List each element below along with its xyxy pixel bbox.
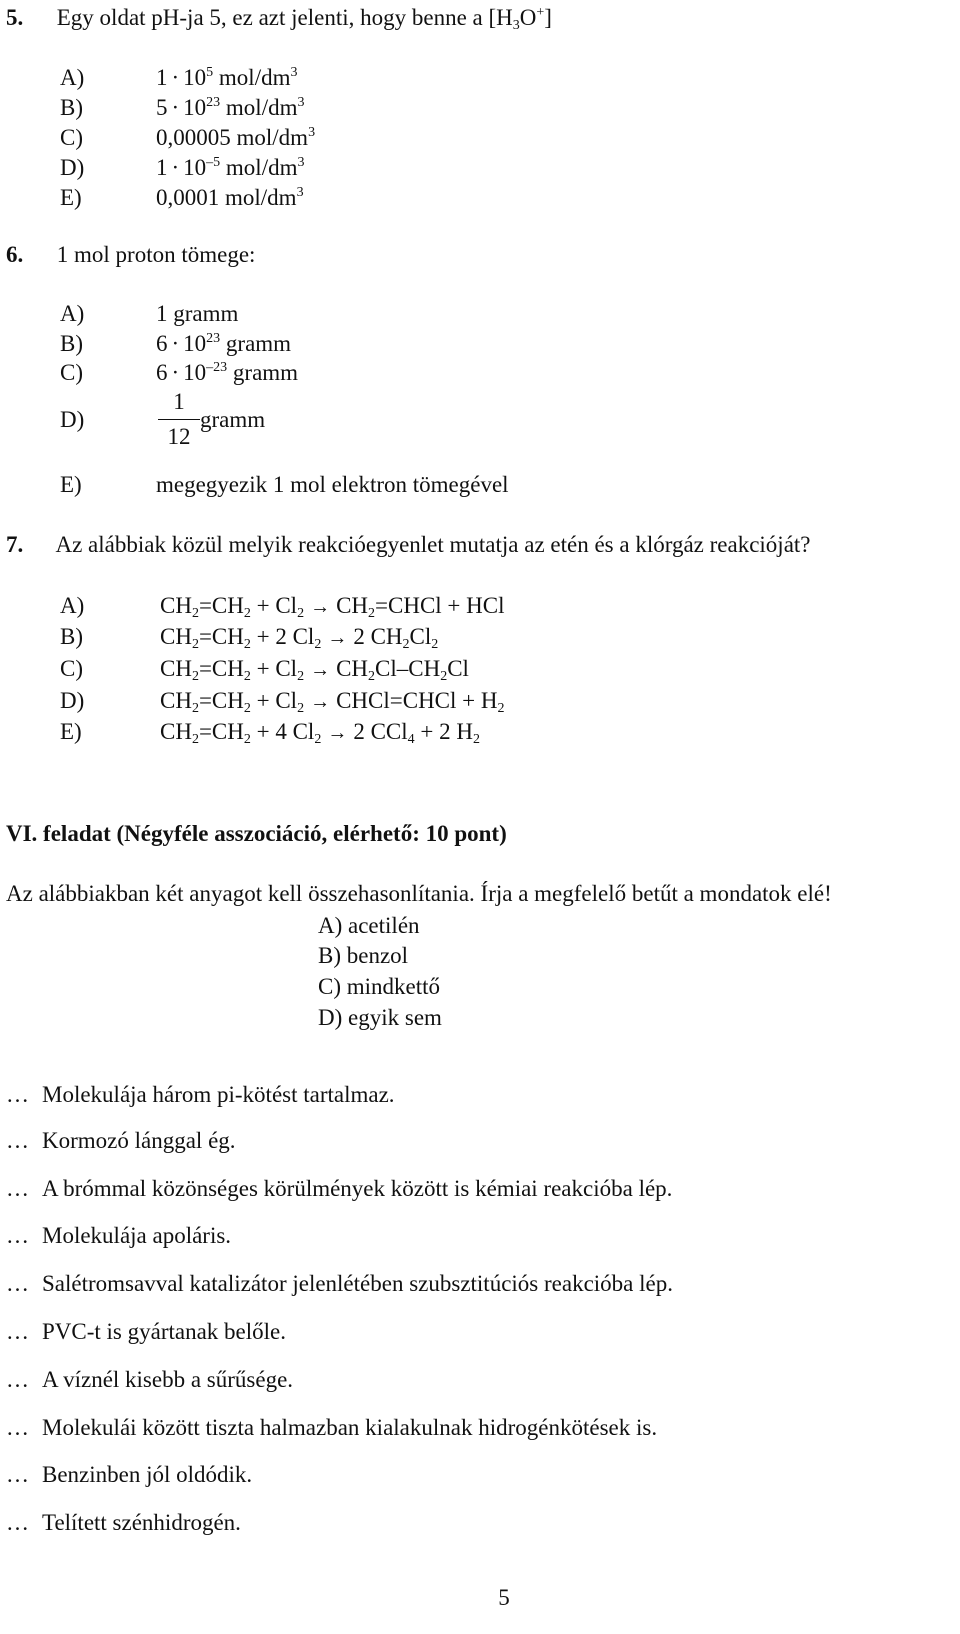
q5-prompt — [6, 4, 552, 32]
statement-8: Molekulái között tiszta halmazban kialakulnak hidrogénkötések is. — [42, 1415, 658, 1440]
q6-option-d-label: D) — [60, 407, 85, 432]
q6-option-d-unit: gramm — [200, 407, 266, 432]
choice-b: B) benzol — [318, 943, 409, 968]
q5-option-d: $1 \cdot 10^{-5}$ mol/$dm^3$ — [156, 155, 305, 180]
q7-option-a-label: A) — [60, 593, 85, 618]
answer-blank[interactable]: … — [6, 1462, 29, 1487]
q6-option-d-fraction — [158, 389, 200, 450]
statement-5: Salétromsavval katalizátor jelenlétében szubsztitúciós reakcióba lép. — [42, 1271, 673, 1296]
q5-sub: 3 — [512, 18, 520, 33]
q5-option-c: 0,00005 mol/$dm^3$ — [156, 125, 316, 150]
q5-option-b-label: B) — [60, 95, 83, 120]
answer-blank[interactable]: … — [6, 1082, 29, 1107]
statement-1: Molekulája három pi-kötést tartalmaz. — [42, 1082, 395, 1107]
answer-blank[interactable]: … — [6, 1271, 29, 1296]
q6-option-e: megegyezik 1 mol elektron tömegével — [156, 472, 509, 497]
task6-instruction: Az alábbiakban két anyagot kell összehasonlítania. Írja a megfelelő betűt a mondatok elé! — [6, 881, 832, 906]
answer-blank[interactable]: … — [6, 1176, 29, 1201]
choice-d: D) egyik sem — [318, 1005, 442, 1030]
q7-option-a: $CH_2=CH_2 + Cl_2$ → $CH_2=CHCl$ + HCl — [160, 593, 505, 621]
statement-7: A víznél kisebb a sűrűsége. — [42, 1367, 294, 1392]
q7-option-d: $CH_2=CH_2 + Cl_2$ → CHCl=CHCl + $H_2$ — [160, 688, 505, 716]
answer-blank[interactable]: … — [6, 1223, 29, 1248]
q5-option-a: $1 \cdot 10^5$ mol/$dm^3$ — [156, 65, 298, 90]
q6-option-c-label: C) — [60, 360, 83, 385]
q5-text: Egy oldat pH-ja 5, ez azt jelenti, hogy benne a [H — [56, 5, 513, 30]
q6-option-b-label: B) — [60, 331, 83, 356]
statement-4: Molekulája apoláris. — [42, 1223, 232, 1248]
answer-blank[interactable]: … — [6, 1128, 29, 1153]
q5-close: ] — [544, 5, 552, 30]
choice-c: C) mindkettő — [318, 974, 441, 999]
q6-number: 6. — [6, 242, 24, 267]
q7-option-e: $CH_2=CH_2 + 4$ $Cl_2 \to 2$ CCl$_4$ + 2 $H_2$ — [160, 719, 480, 747]
statement-3: A brómmal közönséges körülmények között is kémiai reakcióba lép. — [42, 1176, 673, 1201]
answer-blank[interactable]: … — [6, 1367, 29, 1392]
q5-option-e: 0,0001 mol/$dm^3$ — [156, 185, 304, 210]
arrow-icon: → — [327, 722, 348, 744]
q5-sup: + — [536, 5, 545, 20]
q7-number: 7. — [6, 532, 24, 557]
q5-option-d-label: D) — [60, 155, 85, 180]
arrow-icon: → — [310, 691, 331, 713]
q5-number: 5. — [6, 5, 24, 30]
q7-option-c: $CH_2=CH_2 + Cl_2 \to CH_2Cl-CH_2Cl$ — [160, 656, 469, 684]
q6-text: 1 mol proton tömege: — [56, 242, 256, 267]
task6-title: VI. feladat (Négyféle asszociáció, elérhető: 10 pont) — [6, 821, 507, 846]
q6-option-e-label: E) — [60, 472, 82, 497]
arrow-icon: → — [310, 659, 331, 681]
q6-option-b: $6 \cdot 10^{23}$ gramm — [156, 331, 292, 356]
q6-prompt — [6, 241, 255, 269]
statement-6: PVC-t is gyártanak belőle. — [42, 1319, 287, 1344]
q5-option-a-label: A) — [60, 65, 85, 90]
q5-option-e-label: E) — [60, 185, 82, 210]
q6-option-c: $6 \cdot 10^{-23}$ gramm — [156, 360, 299, 385]
q7-option-b-label: B) — [60, 624, 83, 649]
q6-option-a: 1 gramm — [156, 301, 239, 326]
q5-o: O — [519, 5, 537, 30]
page-number: 5 — [498, 1585, 510, 1610]
answer-blank[interactable]: … — [6, 1319, 29, 1344]
fraction-bar — [158, 419, 200, 420]
q7-option-e-label: E) — [60, 719, 82, 744]
q6-option-a-label: A) — [60, 301, 85, 326]
q5-option-c-label: C) — [60, 125, 83, 150]
q7-text: Az alábbiak közül melyik reakcióegyenlet mutatja az etén és a klórgáz reakcióját? — [55, 532, 811, 557]
fraction-numerator: 1 — [173, 389, 185, 414]
arrow-icon: → — [327, 627, 348, 649]
q7-prompt — [6, 531, 811, 559]
statement-9: Benzinben jól oldódik. — [42, 1462, 253, 1487]
q7-option-d-label: D) — [60, 688, 85, 713]
choice-a: A) acetilén — [318, 913, 420, 938]
statement-10: Telített szénhidrogén. — [42, 1510, 241, 1535]
q7-option-c-label: C) — [60, 656, 83, 681]
statement-2: Kormozó lánggal ég. — [42, 1128, 236, 1153]
q5-option-b: $5 \cdot 10^{23}$ mol/$dm^3$ — [156, 95, 305, 120]
arrow-icon: → — [310, 596, 331, 618]
q7-option-b: $CH_2=CH_2 + 2$ $Cl_2 \to 2$ $CH_2Cl_2$ — [160, 624, 439, 652]
fraction-denominator: 12 — [167, 424, 191, 449]
answer-blank[interactable]: … — [6, 1510, 29, 1535]
answer-blank[interactable]: … — [6, 1415, 29, 1440]
